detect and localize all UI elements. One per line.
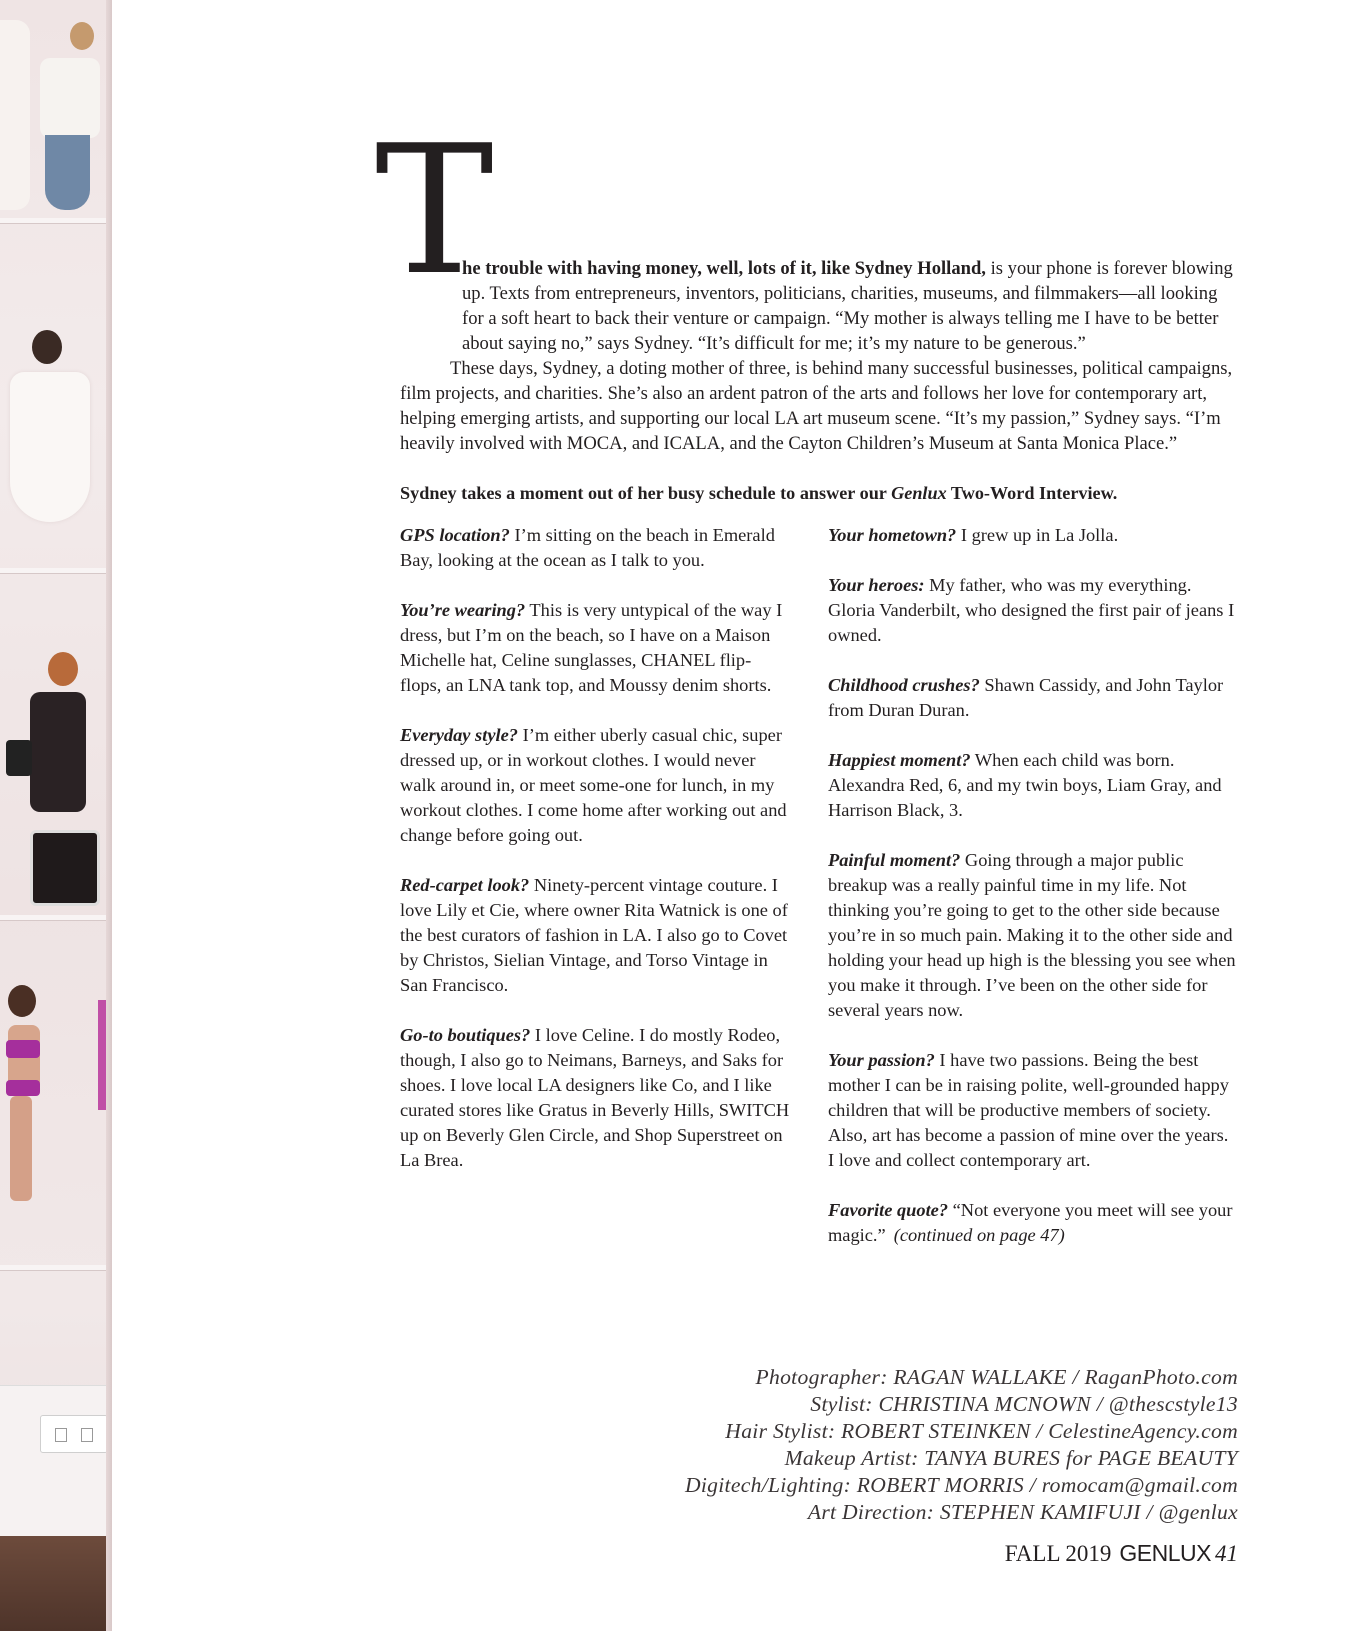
credit-line: Photographer: RAGAN WALLAKE / RaganPhoto.com: [755, 1365, 1238, 1389]
answer: This is very untypical of the way I dress, but I’m on the beach, so I have on a Maison Michelle hat, Celine sunglasses, CHANEL flip-flops, an LNA tank top, and Moussy denim shorts.: [400, 600, 783, 695]
drop-cap: T: [375, 107, 494, 314]
credit-line: Makeup Artist: TANYA BURES for PAGE BEAUTY: [784, 1446, 1238, 1470]
qa-columns: [400, 523, 1238, 1273]
question: Your passion?: [828, 1050, 935, 1070]
doll-dress: [0, 20, 30, 210]
page-number: 41: [1215, 1541, 1238, 1566]
doll-head: [8, 985, 36, 1017]
qa-item: [828, 523, 1238, 548]
credit-line: Art Direction: STEPHEN KAMIFUJI / @genlux: [807, 1500, 1238, 1524]
qa-item: [828, 1048, 1238, 1173]
intro-lead-bold: he trouble with having money, well, lots of it, like Sydney Holland,: [462, 258, 986, 279]
shelf: [0, 218, 112, 224]
doll-head: [32, 330, 62, 364]
question: GPS location?: [400, 525, 510, 545]
answer: I’m either uberly casual chic, super dressed up, or in workout clothes. I would never walk around in, or meet some-one for lunch, in my workout clothes. I come home after working out and change before going out.: [400, 725, 787, 845]
answer: “Not everyone you meet will see your magic.”: [828, 1200, 1233, 1245]
doll-handbag: [6, 740, 32, 776]
answer: I love Celine. I do mostly Rodeo, though, I also go to Neimans, Barneys, and Saks for shoes. I love local LA designers like Co, and I like curated stores like Gratus in Beverly Hills, SWITCH up on Beverly Glen Circle, and Shop Superstreet on La Brea.: [400, 1025, 790, 1170]
doll-head: [70, 22, 94, 50]
credit-line: Stylist: CHRISTINA MCNOWN / @thescstyle13: [810, 1392, 1238, 1416]
power-outlet: [40, 1415, 108, 1453]
doll-jeans: [45, 135, 90, 210]
wood-floor: [0, 1536, 112, 1631]
intro-paragraphs: [400, 256, 1238, 456]
continued-note: (continued on page 47): [893, 1225, 1065, 1245]
photo-edge: [106, 0, 112, 1631]
page-folio: [1005, 1539, 1238, 1568]
photo-credits: [685, 1364, 1238, 1526]
second-paragraph: These days, Sydney, a doting mother of three, is behind many successful businesses, political campaigns, film projects, and charities. She’s also an ardent patron of the arts and follows her love for contemporary art, helping emerging artists, and supporting our local LA art museum scene. “It’s my passion,” Sydney says. “I’m heavily involved with MOCA, and ICALA, and the Cayton Children’s Museum at Santa Monica Place.”: [400, 358, 1233, 454]
answer: Going through a major public breakup was a really painful time in my life. Not thinking you’re going to get to the other side because you’re in so much pain. Making it to the other side and holding your head up high is the blessing you see when you make it through. I’ve been on the other side for several years now.: [828, 850, 1236, 1020]
answer: Shawn Cassidy, and John Taylor from Duran Duran.: [828, 675, 1224, 720]
interview-intro: Sydney takes a moment out of her busy schedule to answer our Genlux Two-Word Interview.: [400, 483, 1118, 503]
doll-dress: [30, 692, 86, 812]
intro-text: is your phone is forever blowing up. Texts from entrepreneurs, inventors, politicians, charities, museums, and filmmakers—all looking for a soft heart to back their venture or campaign. “My mother is always telling me I have to be better about saying no,” says Sydney. “It’s difficult for me; it’s my nature to be generous.”: [462, 258, 1233, 354]
doll-dress: [10, 372, 90, 522]
question: Childhood crushes?: [828, 675, 980, 695]
answer: I grew up in La Jolla.: [956, 525, 1119, 545]
question: Happiest moment?: [828, 750, 971, 770]
answer: Ninety-percent vintage couture. I love Lily et Cie, where owner Rita Watnick is one of the best curators of fashion in LA. I also go to Covet by Christos, Sielian Vintage, and Torso Vintage in San Francisco.: [400, 875, 788, 995]
qa-item: [828, 748, 1238, 823]
answer: My father, who was my everything. Gloria Vanderbilt, who designed the first pair of jeans I owned.: [828, 575, 1235, 645]
wall-baseboard: [0, 1385, 112, 1536]
article: [375, 107, 1238, 1273]
qa-item: [400, 873, 790, 998]
doll-collection-photo: [0, 0, 112, 1631]
doll-suitcase: [30, 830, 100, 906]
shelf: [0, 915, 112, 921]
question: Everyday style?: [400, 725, 518, 745]
question: Red-carpet look?: [400, 875, 530, 895]
answer: I have two passions. Being the best mother I can be in raising polite, well-grounded happy children that will be productive members of society. Also, art has become a passion of mine over the years. I love and collect contemporary art.: [828, 1050, 1229, 1170]
doll-bikini: [6, 1040, 40, 1058]
qa-item: [400, 723, 790, 848]
shelf: [0, 568, 112, 574]
question: Favorite quote?: [828, 1200, 949, 1220]
doll-head: [48, 652, 78, 686]
shelf: [0, 1265, 112, 1271]
qa-item: [400, 598, 790, 698]
qa-column-right: [828, 523, 1238, 1273]
magazine-brand: GENLUX: [1119, 1540, 1211, 1566]
question: Go-to boutiques?: [400, 1025, 531, 1045]
credit-line: Digitech/Lighting: ROBERT MORRIS / romocam@gmail.com: [684, 1473, 1238, 1497]
question: Painful moment?: [828, 850, 961, 870]
qa-item: [400, 1023, 790, 1173]
answer: When each child was born. Alexandra Red, 6, and my twin boys, Liam Gray, and Harrison Black, 3.: [828, 750, 1222, 820]
doll-dress: [40, 58, 100, 138]
doll-legs: [10, 1096, 32, 1201]
qa-item: [828, 848, 1238, 1023]
question: You’re wearing?: [400, 600, 526, 620]
question: Your hometown?: [828, 525, 957, 545]
qa-item: [828, 673, 1238, 723]
qa-item: [400, 523, 790, 573]
credit-line: Hair Stylist: ROBERT STEINKEN / CelestineAgency.com: [725, 1419, 1238, 1443]
qa-item: [828, 573, 1238, 648]
question: Your heroes:: [828, 575, 925, 595]
qa-item-favorite-quote: [828, 1198, 1238, 1248]
doll-bikini: [6, 1080, 40, 1096]
magazine-name: Genlux: [891, 483, 947, 503]
intro-paragraph: [400, 256, 1238, 356]
answer: I’m sitting on the beach in Emerald Bay, looking at the ocean as I talk to you.: [400, 525, 775, 570]
qa-column-left: [400, 523, 790, 1273]
issue-season: FALL 2019: [1004, 1541, 1112, 1566]
